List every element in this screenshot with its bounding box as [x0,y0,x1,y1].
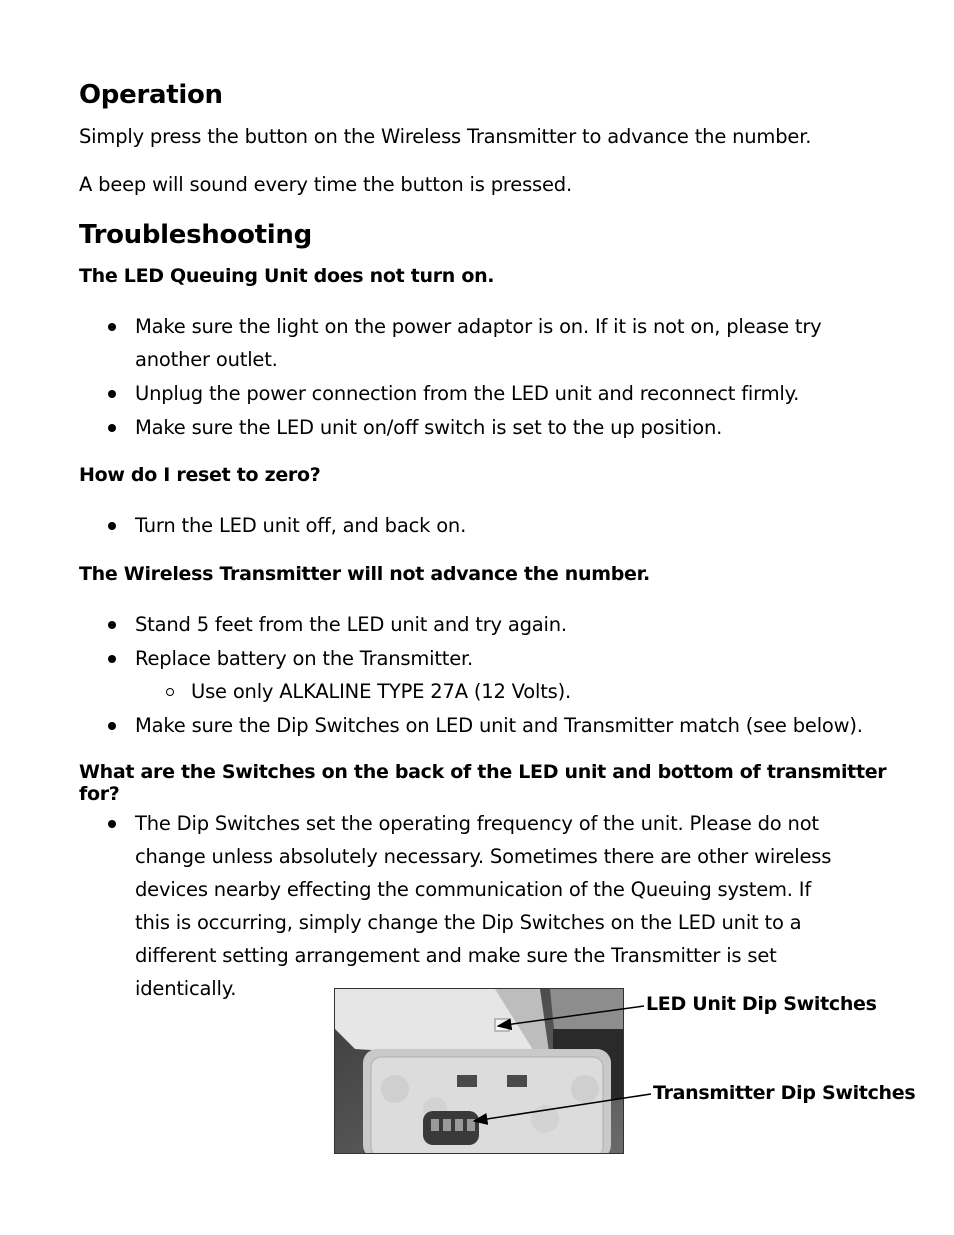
question-led-not-on: The LED Queuing Unit does not turn on. [79,265,495,287]
question-transmitter: The Wireless Transmitter will not advance the number. [79,563,650,585]
bullet-icon [108,323,116,331]
operation-heading: Operation [79,80,223,110]
bullet-icon [108,522,116,530]
led-not-on-list [79,310,869,444]
list-item: Stand 5 feet from the LED unit and try again. [79,608,869,641]
sub-list-item: Use only ALKALINE TYPE 27A (12 Volts). [135,675,869,708]
question-switches: What are the Switches on the back of the LED unit and bottom of transmitter for? [79,761,887,805]
battery-sublist [135,675,869,708]
list-item: Turn the LED unit off, and back on. [79,509,869,542]
hollow-bullet-icon [166,688,174,696]
list-item: Make sure the Dip Switches on LED unit and Transmitter match (see below). [79,709,869,742]
list-item: The Dip Switches set the operating frequency of the unit. Please do not change unless absolutely necessary. Sometimes there are other wireless devices nearby effecting the communication of the Queuing system. If this is occurring, simply change the Dip Switches on the LED unit to a different setting arrangement and make sure the Transmitter is set identically. [79,807,839,1005]
operation-line-2: A beep will sound every time the button is pressed. [79,173,572,196]
switches-list [79,807,839,1005]
transmitter-list [79,608,869,742]
bullet-icon [108,820,116,828]
dip-switch-photo-drawing [335,989,623,1153]
bullet-icon [108,424,116,432]
label-led-dip-switches: LED Unit Dip Switches [646,993,877,1015]
bullet-icon [108,390,116,398]
bullet-icon [108,655,116,663]
dip-switch-photo [334,988,624,1154]
list-item: Unplug the power connection from the LED unit and reconnect firmly. [79,377,869,410]
bullet-icon [108,722,116,730]
list-item: Make sure the LED unit on/off switch is set to the up position. [79,411,869,444]
list-item: Make sure the light on the power adaptor is on. If it is not on, please try another outlet. [79,310,869,376]
reset-list [79,509,869,542]
bullet-icon [108,621,116,629]
question-reset: How do I reset to zero? [79,464,321,486]
label-transmitter-dip-switches: Transmitter Dip Switches [653,1082,916,1104]
operation-line-1: Simply press the button on the Wireless Transmitter to advance the number. [79,125,812,148]
list-item: Replace battery on the Transmitter. Use only ALKALINE TYPE 27A (12 Volts). [79,642,869,708]
troubleshooting-heading: Troubleshooting [79,220,312,250]
